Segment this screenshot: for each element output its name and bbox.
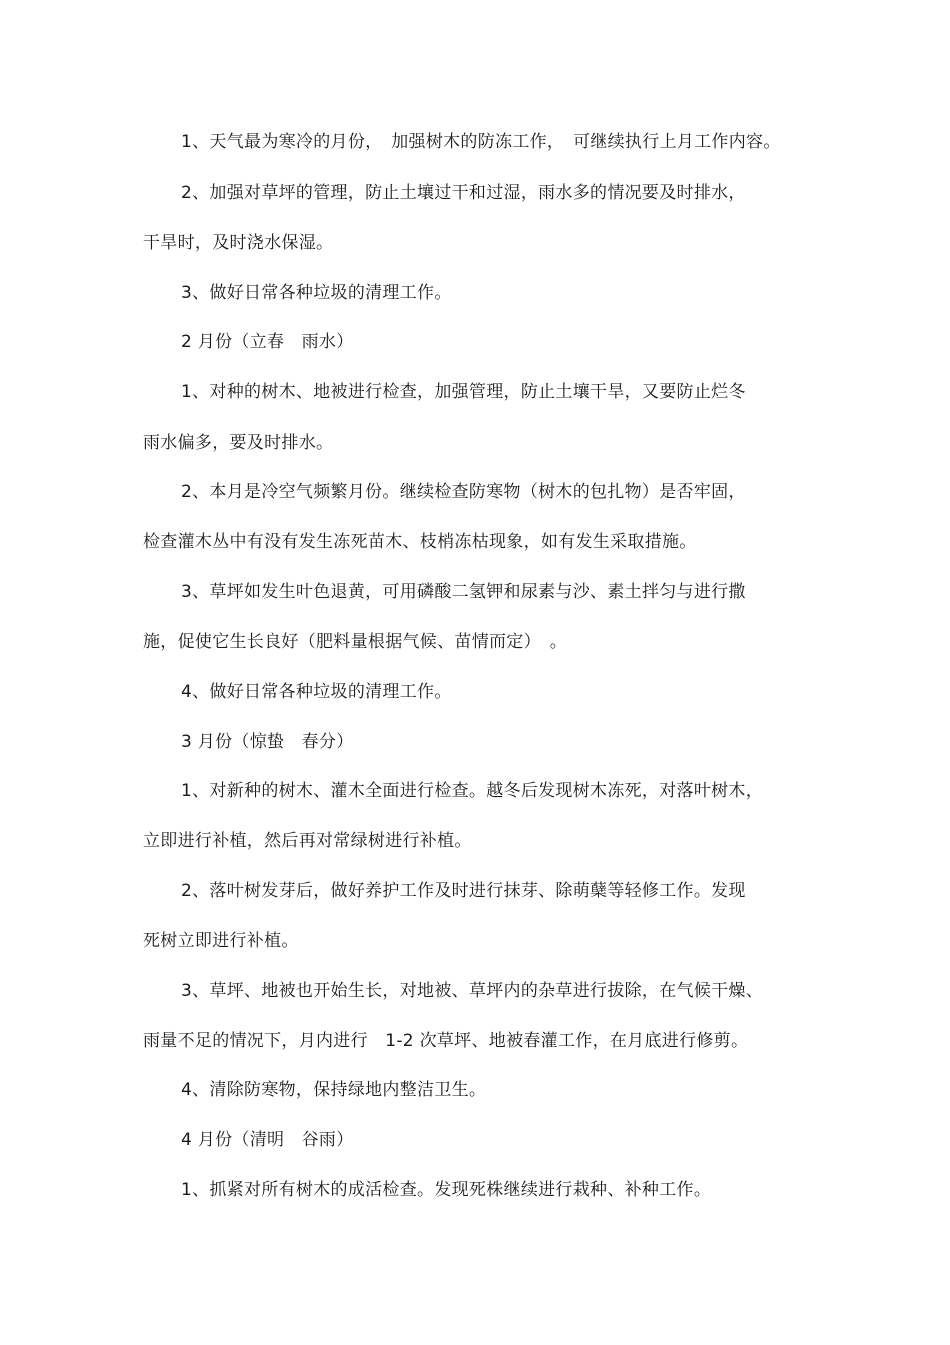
paragraph-line: 检查灌木丛中有没有发生冻死苗木、枝梢冻枯现象，如有发生采取措施。 — [143, 532, 697, 552]
paragraph-line: 1、对种的树木、地被进行检查，加强管理，防止土壤干旱，又要防止烂冬 — [181, 382, 746, 402]
paragraph-line: 4、清除防寒物，保持绿地内整洁卫生。 — [181, 1080, 487, 1100]
paragraph-line: 干旱时，及时浇水保湿。 — [143, 233, 334, 253]
section-heading: 3 月份（惊蛰 春分） — [181, 732, 354, 752]
paragraph-line: 4、做好日常各种垃圾的清理工作。 — [181, 682, 452, 702]
paragraph-line: 3、做好日常各种垃圾的清理工作。 — [181, 283, 452, 303]
paragraph-line: 雨水偏多，要及时排水。 — [143, 433, 334, 453]
paragraph-line: 施，促使它生长良好（肥料量根据气候、苗情而定） 。 — [143, 632, 567, 652]
paragraph-line: 雨量不足的情况下，月内进行 1-2 次草坪、地被春灌工作，在月底进行修剪。 — [143, 1031, 749, 1051]
section-heading: 2 月份（立春 雨水） — [181, 332, 354, 352]
section-heading: 4 月份（清明 谷雨） — [181, 1130, 354, 1150]
paragraph-line: 2、加强对草坪的管理，防止土壤过干和过湿，雨水多的情况要及时排水， — [181, 183, 746, 203]
paragraph-line: 1、抓紧对所有树木的成活检查。发现死株继续进行栽种、补种工作。 — [181, 1180, 712, 1200]
paragraph-line: 1、对新种的树木、灌木全面进行检查。越冬后发现树木冻死，对落叶树木， — [181, 781, 764, 801]
paragraph-line: 死树立即进行补植。 — [143, 931, 299, 951]
paragraph-line: 2、落叶树发芽后，做好养护工作及时进行抹芽、除萌蘖等轻修工作。发现 — [181, 881, 746, 901]
paragraph-line: 3、草坪如发生叶色退黄，可用磷酸二氢钾和尿素与沙、素土拌匀与进行撒 — [181, 582, 746, 602]
paragraph-line: 1、天气最为寒冷的月份， 加强树木的防冻工作， 可继续执行上月工作内容。 — [181, 132, 781, 152]
paragraph-line: 3、草坪、地被也开始生长，对地被、草坪内的杂草进行拔除，在气候干燥、 — [181, 981, 764, 1001]
paragraph-line: 立即进行补植，然后再对常绿树进行补植。 — [143, 831, 472, 851]
paragraph-line: 2、本月是冷空气频繁月份。继续检查防寒物（树木的包扎物）是否牢固， — [181, 482, 746, 502]
